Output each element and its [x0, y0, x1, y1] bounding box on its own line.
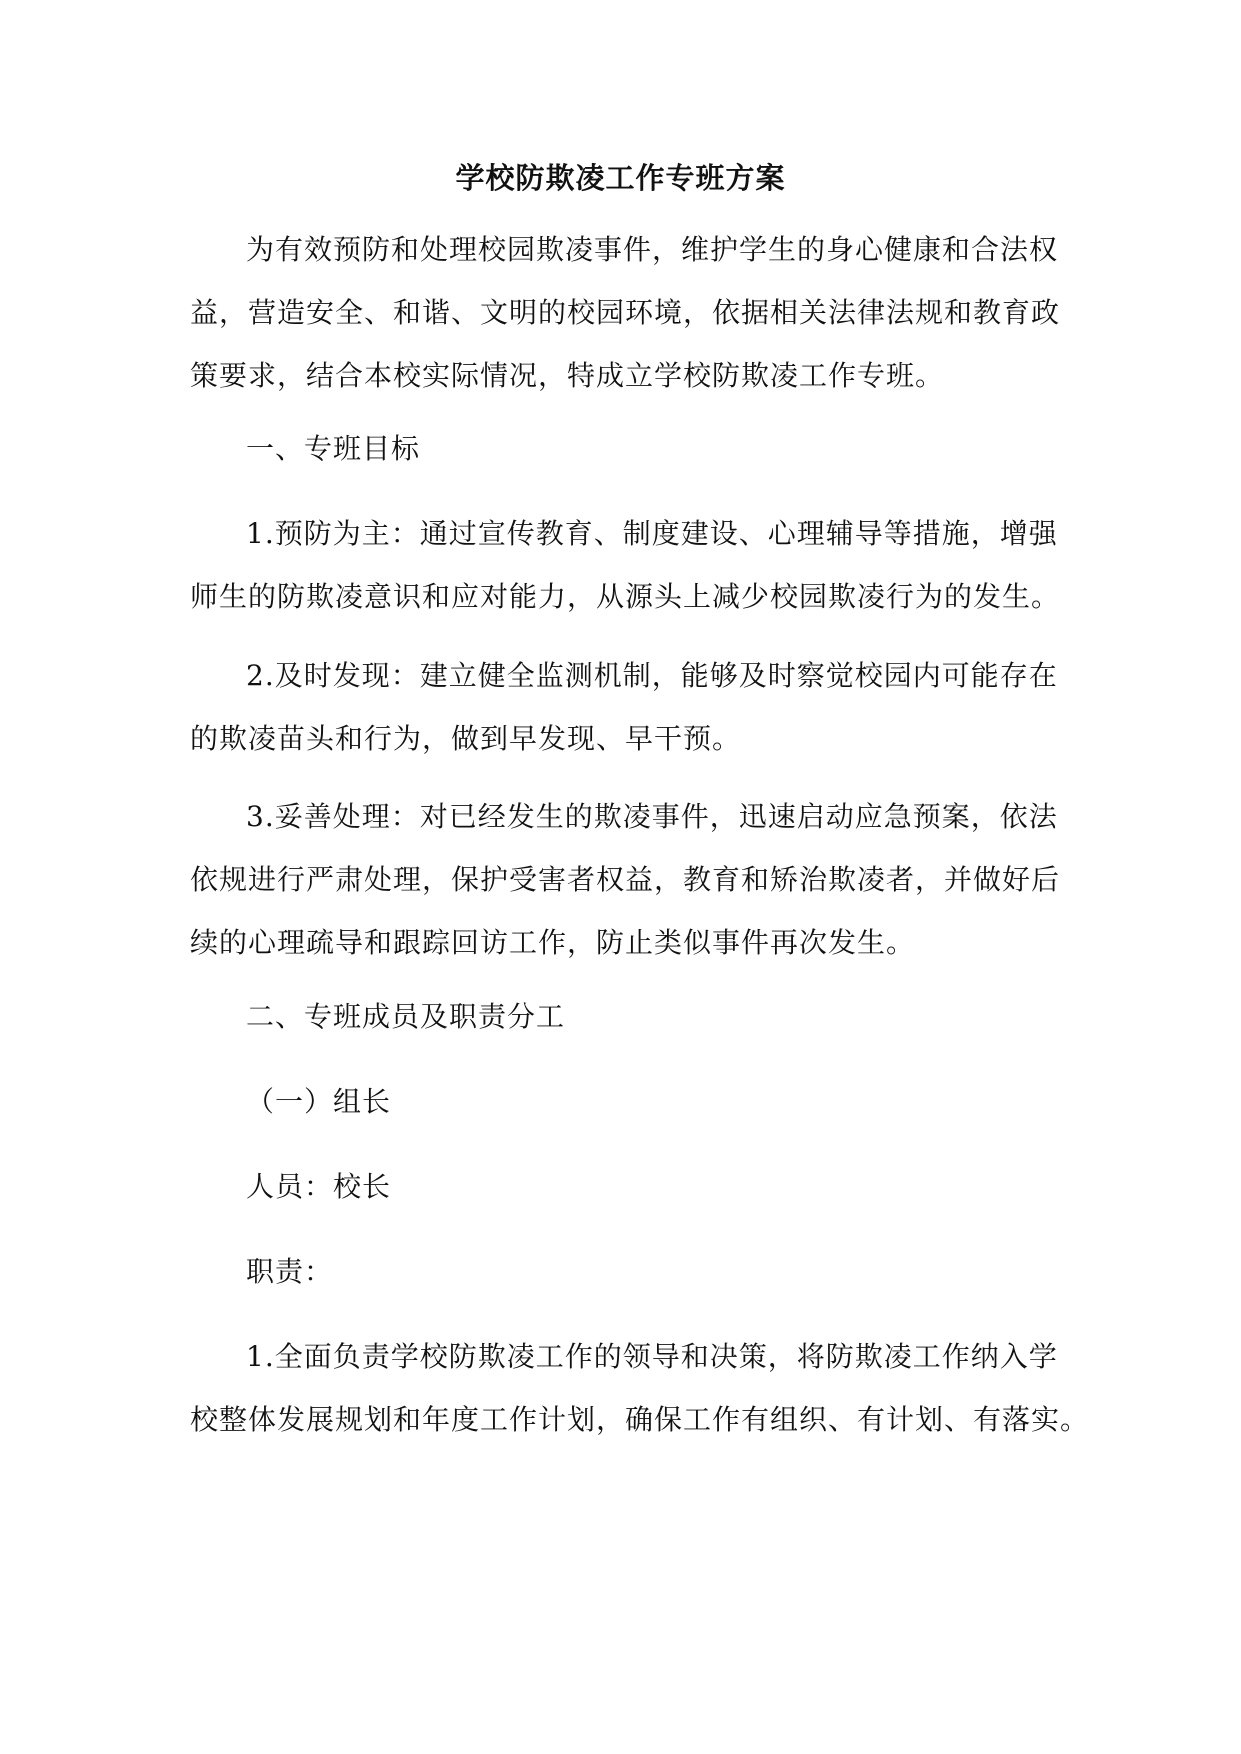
goal-line: 师生的防欺凌意识和应对能力，从源头上减少校园欺凌行为的发生。 [190, 580, 1061, 613]
intro-line: 益，营造安全、和谐、文明的校园环境，依据相关法律法规和教育政 [190, 296, 1061, 329]
intro-line: 为有效预防和处理校园欺凌事件，维护学生的身心健康和合法权 [246, 233, 1059, 266]
document-title: 学校防欺凌工作专班方案 [455, 161, 786, 195]
leader-personnel: 人员：校长 [246, 1170, 392, 1203]
duty-line: 校整体发展规划和年度工作计划，确保工作有组织、有计划、有落实。 [190, 1403, 1090, 1436]
goal-item-1 [190, 502, 1060, 628]
subsection-heading-leader: （一）组长 [246, 1085, 392, 1118]
goal-line: 2.及时发现：建立健全监测机制，能够及时察觉校园内可能存在 [246, 659, 1058, 692]
goal-line: 3.妥善处理：对已经发生的欺凌事件，迅速启动应急预案，依法 [246, 800, 1058, 833]
goal-line: 依规进行严肃处理，保护受害者权益，教育和矫治欺凌者，并做好后 [190, 863, 1061, 896]
intro-line: 策要求，结合本校实际情况，特成立学校防欺凌工作专班。 [190, 359, 945, 392]
leader-duties-label: 职责： [246, 1255, 334, 1288]
goal-item-2 [190, 644, 1060, 770]
intro-paragraph [190, 218, 1060, 407]
goal-item-3 [190, 785, 1060, 974]
section-heading-members: 二、专班成员及职责分工 [246, 1000, 566, 1033]
section-heading-goals: 一、专班目标 [246, 432, 421, 465]
goal-line: 1.预防为主：通过宣传教育、制度建设、心理辅导等措施，增强 [246, 517, 1058, 550]
goal-line: 的欺凌苗头和行为，做到早发现、早干预。 [190, 722, 742, 755]
goal-line: 续的心理疏导和跟踪回访工作，防止类似事件再次发生。 [190, 926, 916, 959]
duty-line: 1.全面负责学校防欺凌工作的领导和决策，将防欺凌工作纳入学 [246, 1340, 1058, 1373]
leader-duty-item-1 [190, 1325, 1090, 1451]
